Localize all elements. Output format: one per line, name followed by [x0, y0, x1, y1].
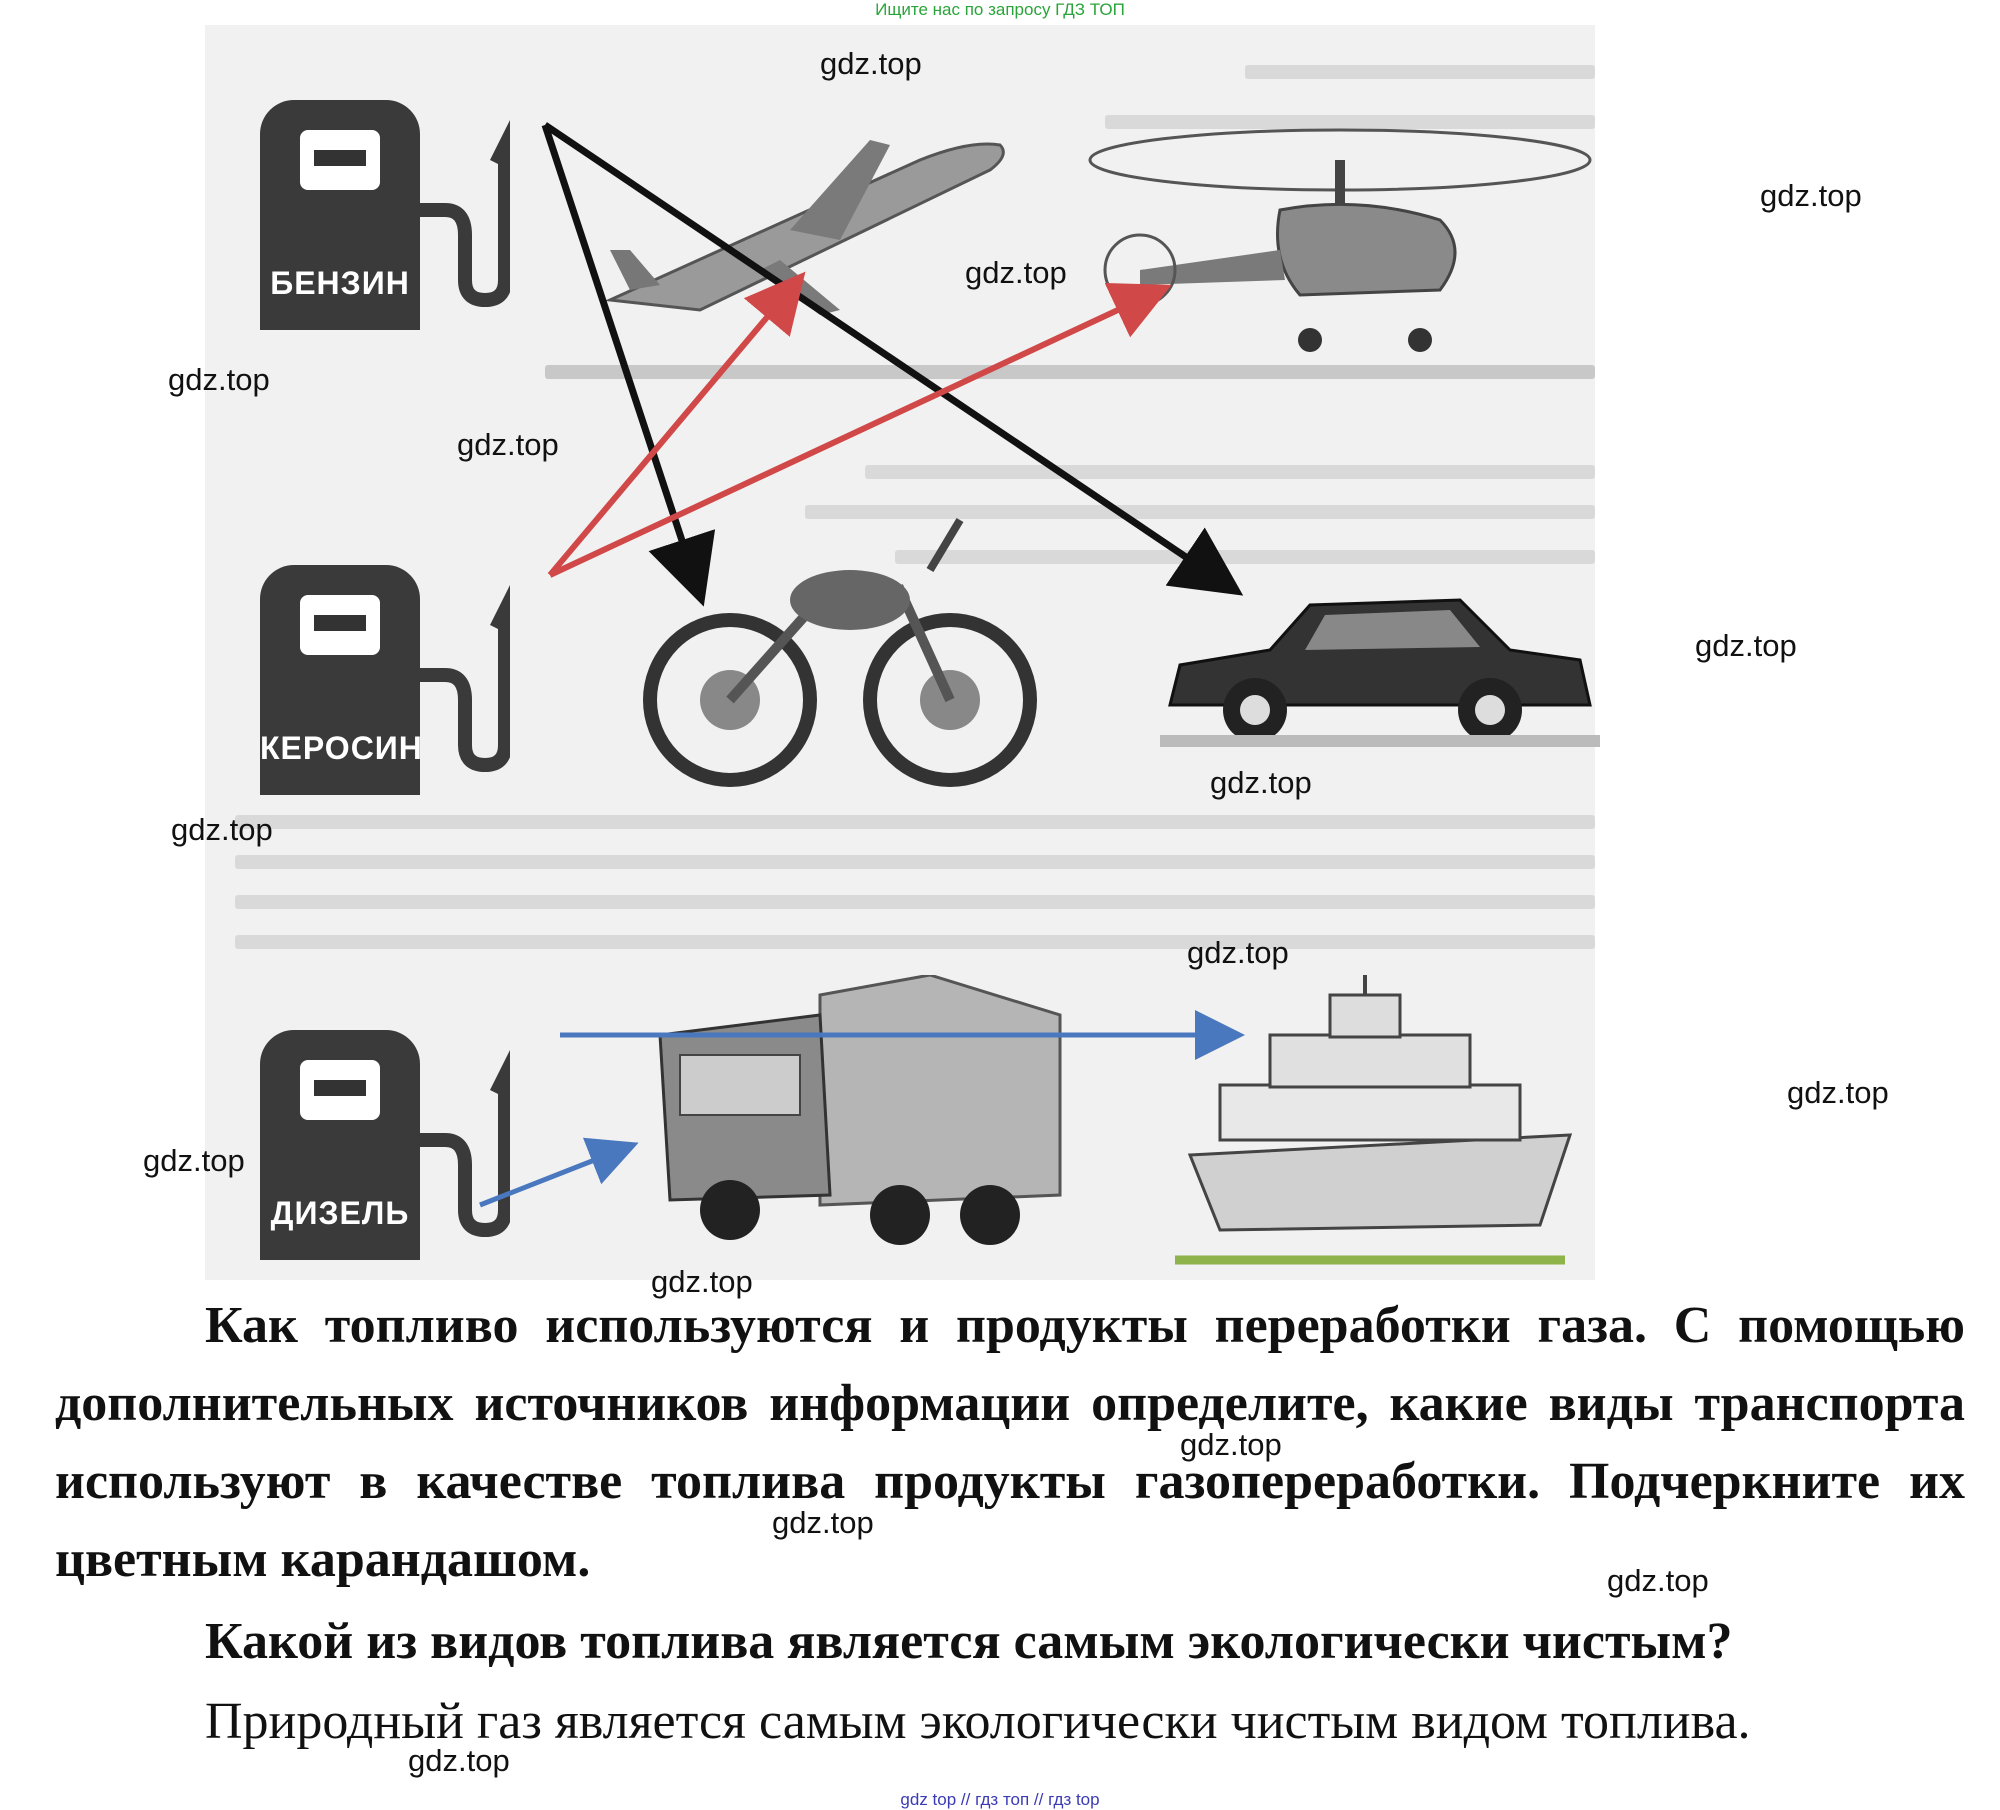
arrow-dizel-truck — [480, 1150, 620, 1205]
arrow-benzin-motorcycle — [545, 125, 695, 580]
arrow-kerosin-plane — [550, 290, 790, 575]
watermark: gdz.top — [820, 46, 922, 81]
task-paragraph: Как топливо используются и продукты переработки газа. С помощью дополнительных источников информации определите, какие виды транспорта используют в качестве топлива продукты газопереработки. Подчеркните их цветным карандашом. — [55, 1297, 1965, 1588]
watermark: gdz.top — [1607, 1563, 1709, 1598]
watermark: gdz.top — [1210, 765, 1312, 800]
arrow-benzin-car — [545, 125, 1220, 580]
pump-label: ДИЗЕЛЬ — [270, 1195, 410, 1231]
answer-text: Природный газ является самым экологически чистым видом топлива. — [205, 1693, 1751, 1750]
top-banner[interactable]: Ищите нас по запросу ГДЗ ТОП — [875, 0, 1125, 19]
watermark: gdz.top — [1180, 1427, 1282, 1462]
watermark: gdz.top — [772, 1505, 874, 1540]
watermark: gdz.top — [143, 1143, 245, 1178]
watermark: gdz.top — [651, 1264, 753, 1299]
watermark: gdz.top — [408, 1743, 510, 1778]
watermark: gdz.top — [168, 362, 270, 397]
watermark: gdz.top — [1760, 178, 1862, 213]
watermark: gdz.top — [1187, 935, 1289, 970]
question-text: Какой из видов топлива является самым экологически чистым? — [205, 1613, 1733, 1670]
watermark: gdz.top — [1787, 1075, 1889, 1110]
watermark: gdz.top — [965, 255, 1067, 290]
pump-label: КЕРОСИН — [260, 730, 423, 766]
bottom-banner[interactable]: gdz top // гдз топ // гдз top — [900, 1790, 1100, 1809]
arrow-kerosin-helicopter — [550, 295, 1150, 575]
watermark: gdz.top — [457, 427, 559, 462]
watermark: gdz.top — [1695, 628, 1797, 663]
watermark: gdz.top — [171, 812, 273, 847]
pump-label: БЕНЗИН — [270, 265, 410, 301]
